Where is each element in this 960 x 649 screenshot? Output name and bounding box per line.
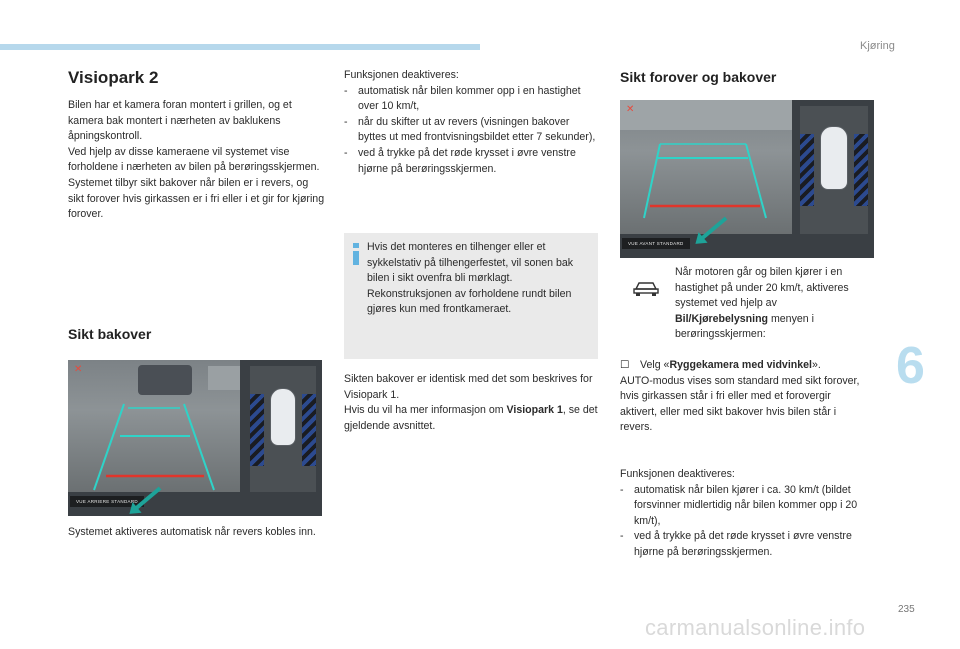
left-hatch-zone [800,134,814,206]
info-box [344,233,598,359]
deactivation-heading: Funksjonen deaktiveres: [620,468,735,480]
front-guide-lines [620,100,792,234]
checkbox-bullet-icon: ☐ [620,359,630,371]
section-title: Kjøring [860,40,895,52]
rear-guide-lines [68,360,240,492]
engine-text-part: Når motoren går og bilen kjører i en hastighet på under 20 km/t, aktiveres systemet ved hjelp av [675,266,849,310]
top-view-panel [250,366,316,492]
info-text: Hvis det monteres en tilhenger eller et sykkelstativ på tilhengerfestet, vil sonen bak bilen i sikt ovenfra bli mørklagt. Rekonstruksjonen av forholdene rundt bilen gjøres kun med frontkameraet. [367,241,574,316]
deactivation-list [620,483,870,561]
deactivation-item: - ved å trykke på det røde krysset i øvre venstre hjørne på berøringsskjermen. [620,529,870,560]
deactivation-section-2 [620,467,870,561]
close-icon[interactable]: ✕ [74,364,83,375]
front-camera-image [620,100,874,258]
watermark: carmanualsonline.info [645,615,866,640]
select-text-part: ». [811,359,821,371]
select-line [620,358,870,374]
intro-text [68,98,326,223]
info-icon [352,243,360,265]
engine-running-text [675,265,865,343]
page-title: Visiopark 2 [68,68,159,87]
page-number: 235 [898,604,915,615]
menu-name: Bil/Kjørebelysning [675,312,769,325]
right-hatch-zone [302,394,316,466]
auto-mode-text: AUTO-modus vises som standard med sikt forover, hvis girkassen står i fri eller med et forovergir aktivert, eller med sikt bakover hvis bilen står i revers. [620,374,860,434]
select-instruction [620,358,870,436]
car-icon [632,280,660,296]
deactivation-item: - automatisk når bilen kjører i ca. 30 km/t (bildet forsvinner midlertidig når bilen kommer opp i 20 km/t), [620,483,870,530]
front-rear-title: Sikt forover og bakover [620,69,777,85]
front-view-tag: VUE AVANT STANDARD [622,238,690,249]
deactivation-section [344,68,598,177]
rear-view-tag: VUE ARRIERE STANDARD [70,496,144,507]
intro-paragraph-2: Ved hjelp av disse kameraene vil systemet vise forholdene i nærheten av bilen på berøringsskjermen. Systemet tilbyr sikt bakover når bilen er i revers, og sikt forover hvis girkassen er i fri eller i et gir for kjøring forover. [68,145,325,221]
deactivation-item: - når du skifter ut av revers (visningen bakover byttes ut med frontvisningsbildet etter 7 sekunder), [344,115,598,146]
car-top-view-icon [820,126,848,190]
rear-reference-suffix: , se det gjeldende avsnittet. [344,404,598,432]
close-icon[interactable]: ✕ [626,104,635,115]
rear-view-title: Sikt bakover [68,326,152,342]
front-camera-feed [620,100,792,234]
visiopark-1-link: Visiopark 1 [506,404,563,417]
deactivation-heading: Funksjonen deaktiveres: [344,69,459,81]
rear-caption: Systemet aktiveres automatisk når revers kobles inn. [68,526,316,538]
right-hatch-zone [854,134,868,206]
top-view-panel [800,106,868,234]
deactivation-item: - automatisk når bilen kommer opp i en hastighet over 10 km/t, [344,84,598,115]
rear-reference-link-line [344,403,598,434]
rear-view-reference [344,372,598,434]
rear-camera-feed [68,360,240,492]
rear-reference-text: Sikten bakover er identisk med det som beskrives for Visiopark 1. [344,373,593,401]
select-text-part: Velg « [640,359,670,371]
left-hatch-zone [250,394,264,466]
intro-paragraph: Bilen har et kamera foran montert i grillen, og et kamera bak montert i nærheten av baklukens åpningskontroll. [68,99,292,143]
car-top-view-icon [270,388,296,446]
header-accent-bar [0,44,480,50]
rear-camera-image [68,360,322,516]
deactivation-list [344,84,598,178]
engine-text-part: menyen i berøringsskjermen: [675,312,814,341]
deactivation-item: - ved å trykke på det røde krysset i øvre venstre hjørne på berøringsskjermen. [344,146,598,177]
rear-reference-prefix: Hvis du vil ha mer informasjon om [344,404,507,417]
menu-option-name: Ryggekamera med vidvinkel [669,359,812,371]
chapter-number: 6 [896,337,925,395]
